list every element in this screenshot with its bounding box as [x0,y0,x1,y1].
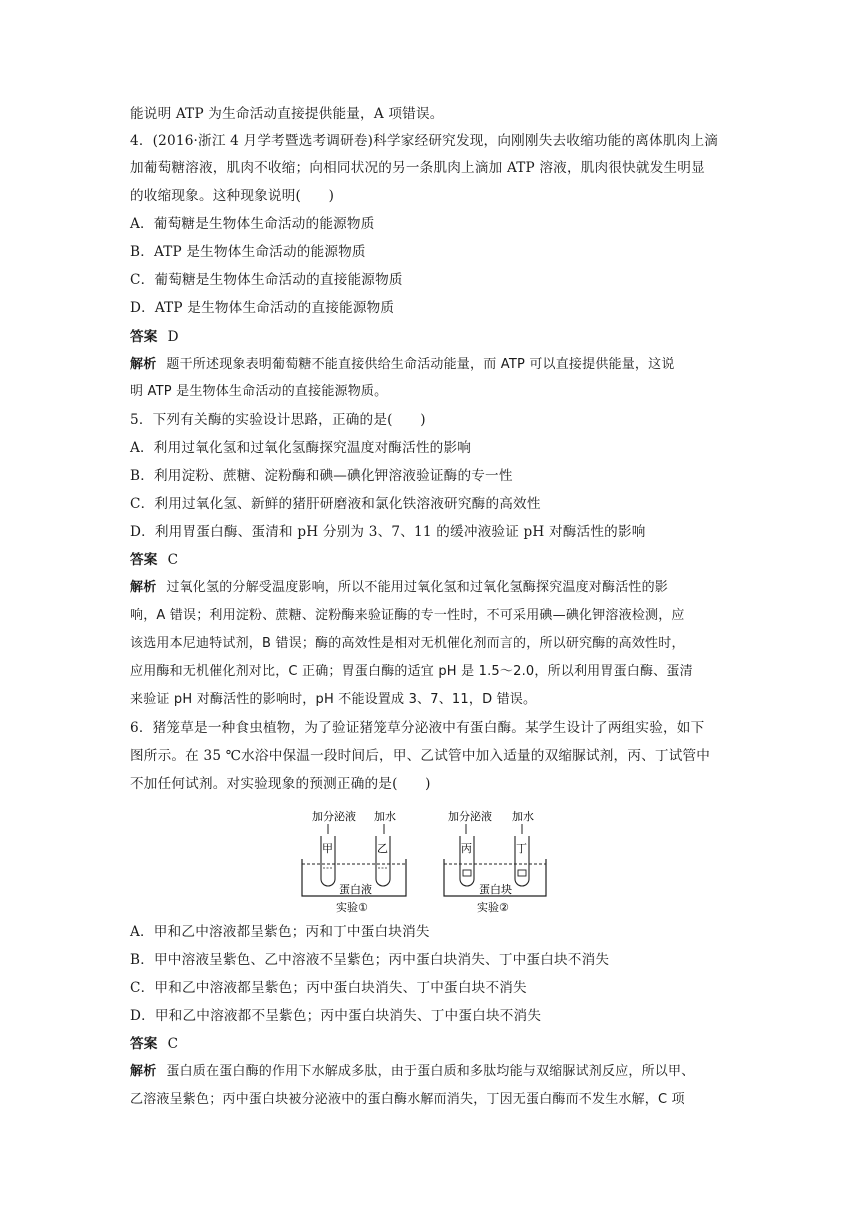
experiment-1 [302,809,406,914]
answer-label: 答案 [130,552,158,568]
exp2-tube-right-label: 丁 [516,842,527,855]
answer-value: D [167,329,179,345]
exp1-left-label: 加分泌液 [312,810,356,823]
analysis-label: 解析 [130,357,157,372]
text-line: 能说明 ATP 为生命活动直接提供能量，A 项错误。 [130,106,444,122]
answer-value: C [167,1036,179,1052]
question-4-stem: 4．(2016·浙江 4 月学考暨选考调研卷)科学家经研究发现，向刚刚失去收缩功能的离体肌肉上滴 [130,133,719,149]
analysis-line [130,355,675,375]
exp1-caption: 实验① [336,901,368,914]
exp2-content-label: 蛋白块 [479,883,512,896]
exp2-protein-block-right [518,870,526,876]
option-a: A．甲和乙中溶液都呈紫色；丙和丁中蛋白块消失 [130,924,430,940]
exp2-left-label: 加分泌液 [448,810,492,823]
analysis-text: 蛋白质在蛋白酶的作用下水解成多肽，由于蛋白质和多肽均能与双缩脲试剂反应，所以甲、 [166,1064,695,1079]
question-6-stem: 图所示。在 35 ℃水浴中保温一段时间后，甲、乙试管中加入适量的双缩脲试剂，丙、丁试管中 [130,748,711,764]
answer-label: 答案 [130,329,158,345]
option-b: B．ATP 是生物体生命活动的能源物质 [130,244,366,260]
answer-value: C [167,552,179,568]
option-d: D．甲和乙中溶液都不呈紫色；丙中蛋白块消失、丁中蛋白块不消失 [130,1008,542,1024]
option-b: B．甲中溶液呈紫色、乙中溶液不呈紫色；丙中蛋白块消失、丁中蛋白块不消失 [130,952,610,968]
option-d: D．ATP 是生物体生命活动的直接能源物质 [130,300,395,316]
option-c: C．葡萄糖是生物体生命活动的直接能源物质 [130,272,403,288]
analysis-text: 响，A 错误；利用淀粉、蔗糖、淀粉酶来验证酶的专一性时，不可采用碘—碘化钾溶液检测，应 [130,608,685,623]
question-4-stem: 的收缩现象。这种现象说明( ) [130,188,335,204]
analysis-text: 乙溶液呈紫色；丙中蛋白块被分泌液中的蛋白酶水解而消失，丁因无蛋白酶而不发生水解，C 项 [130,1092,685,1107]
option-c: C．甲和乙中溶液都呈紫色；丙中蛋白块消失、丁中蛋白块不消失 [130,980,527,996]
exp2-protein-block-left [463,870,471,876]
analysis-line [130,578,668,598]
exp1-tube-right-label: 乙 [377,842,388,855]
analysis-text: 过氧化氢的分解受温度影响，所以不能用过氧化氢和过氧化氢酶探究温度对酶活性的影 [166,580,669,595]
analysis-text: 应用酶和无机催化剂对比，C 正确；胃蛋白酶的适宜 pH 是 1.5～2.0，所以利用胃蛋白酶、蛋清 [130,664,693,679]
exp2-caption: 实验② [477,901,509,914]
analysis-line [130,1062,694,1082]
exp1-right-label: 加水 [374,810,396,823]
experiment-2 [444,809,546,914]
exp1-tube-left-label: 甲 [322,842,333,855]
answer-label: 答案 [130,1036,158,1052]
analysis-label: 解析 [130,1064,157,1079]
experiment-figure [290,804,560,916]
question-6-stem: 不加任何试剂。对实验现象的预测正确的是( ) [130,776,431,792]
answer-line [130,550,178,570]
answer-line [130,327,179,347]
analysis-text: 该选用本尼迪特试剂，B 错误；酶的高效性是相对无机催化剂而言的，所以研究酶的高效性时， [130,636,685,651]
analysis-text: 来验证 pH 对酶活性的影响时，pH 不能设置成 3、7、11，D 错误。 [130,692,537,707]
exp2-right-label: 加水 [512,810,534,823]
question-4-stem: 加葡萄糖溶液，肌肉不收缩；向相同状况的另一条肌肉上滴加 ATP 溶液，肌肉很快就发生明显 [130,160,705,176]
option-d: D．利用胃蛋白酶、蛋清和 pH 分别为 3、7、11 的缓冲液验证 pH 对酶活性的影响 [130,524,646,540]
exp2-tube-left-label: 丙 [461,842,472,855]
analysis-text: 题干所述现象表明葡萄糖不能直接供给生命活动能量，而 ATP 可以直接提供能量，这说 [166,357,675,372]
answer-line [130,1034,178,1054]
analysis-text: 明 ATP 是生物体生命活动的直接能源物质。 [130,384,388,399]
question-6-stem: 6．猪笼草是一种食虫植物，为了验证猪笼草分泌液中有蛋白酶。某学生设计了两组实验，如下 [130,720,705,736]
analysis-label: 解析 [130,580,157,595]
exp1-content-label: 蛋白液 [339,883,372,896]
question-5-stem: 5．下列有关酶的实验设计思路，正确的是( ) [130,412,426,428]
option-c: C．利用过氧化氢、新鲜的猪肝研磨液和氯化铁溶液研究酶的高效性 [130,496,541,512]
option-b: B．利用淀粉、蔗糖、淀粉酶和碘—碘化钾溶液验证酶的专一性 [130,468,513,484]
option-a: A．利用过氧化氢和过氧化氢酶探究温度对酶活性的影响 [130,440,472,456]
option-a: A．葡萄糖是生物体生命活动的能源物质 [130,216,375,232]
